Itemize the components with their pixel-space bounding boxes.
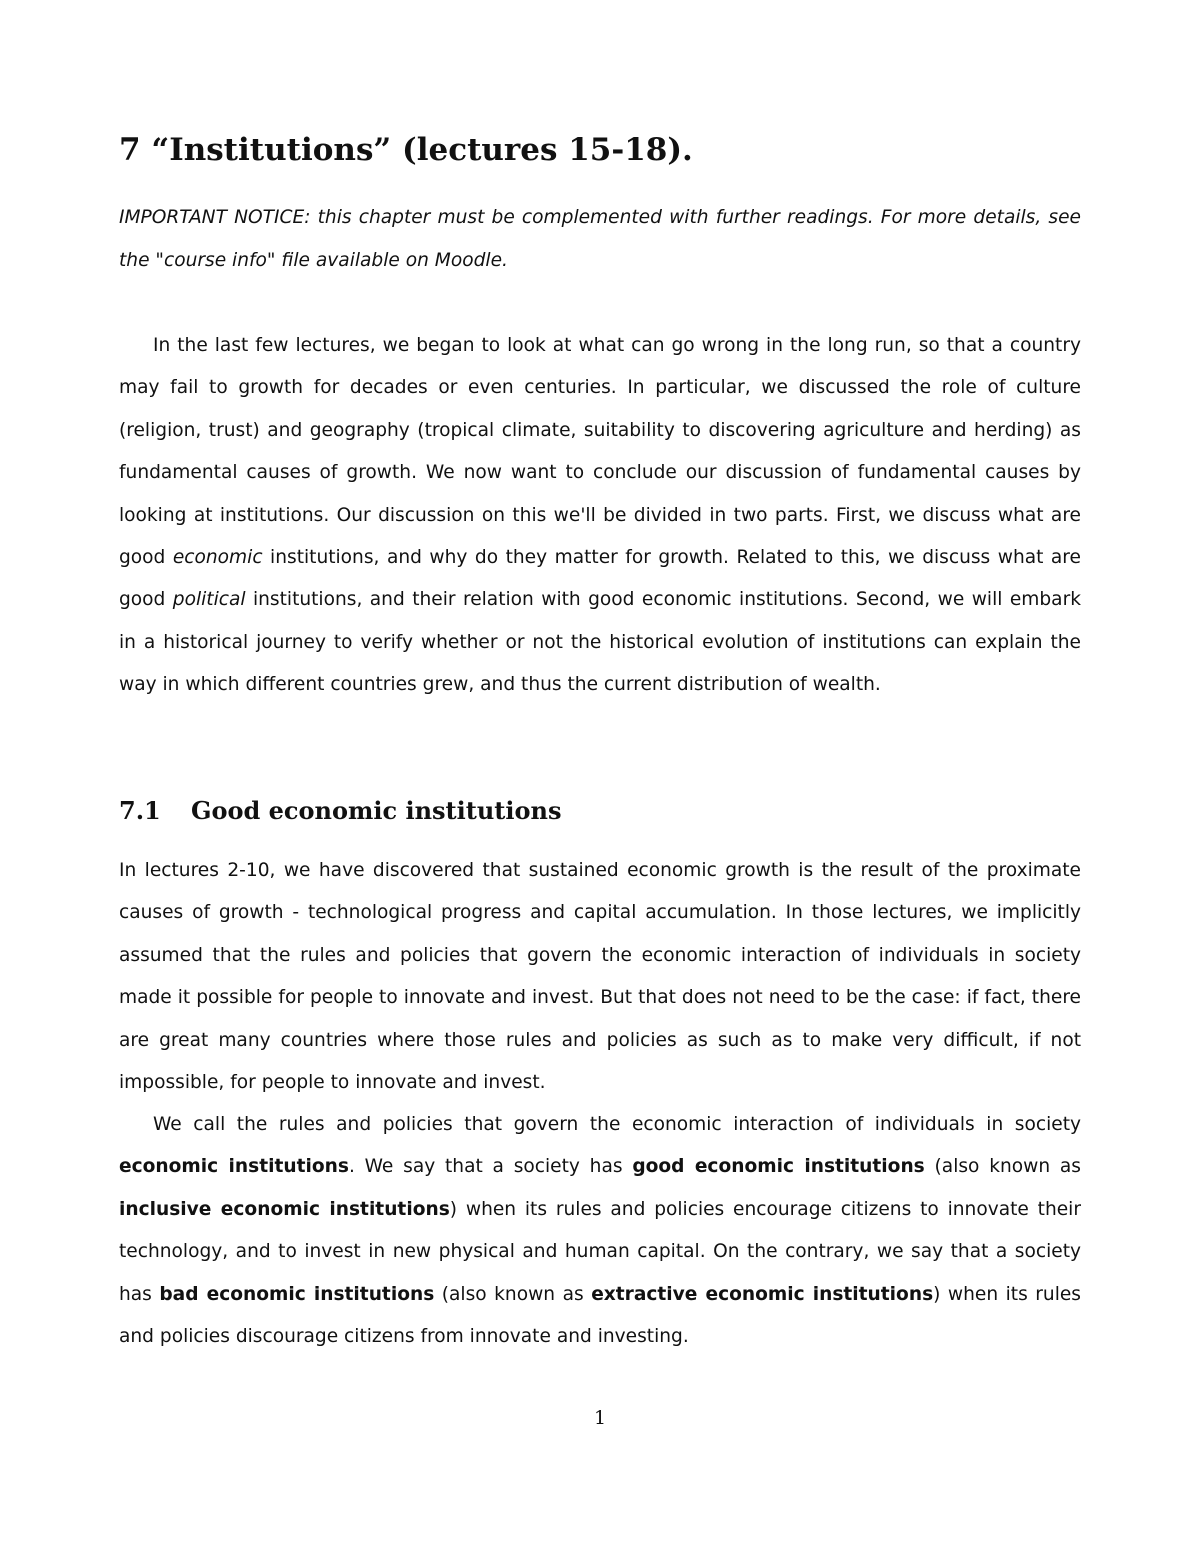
section-p2-text-4: ) when its rules and policies encourage citizens to innovate their technology, and to invest in new physical and human capital. On the contrary, we say that a society has (119, 1198, 1081, 1305)
section-p2-text-1: We call the rules and policies that govern the economic interaction of individuals in society (153, 1114, 1081, 1135)
section-p1-text-2: mate causes of growth - technological progress and capital accumulation. In those lectures, we implicitly assumed that the rules and policies that govern the economic interaction of individuals in society made it possible for people to innovate and invest. But that does not need to be the case: if fact, there are great many countries where those rules and policies as such as to make very difficult, if not impossible, for people to innovate and invest. (119, 860, 1081, 1094)
section-p2-text-5: (also known as (434, 1283, 592, 1305)
term-bad-economic-institutions: bad economic institutions (159, 1283, 435, 1305)
intro-text-3: institutions, and their relation with good economic institutions. Second, we will embark in a historical journey to verify whether or not the historical evolution of institutions can explain the way in which different countries grew, and thus the current distribution of wealth. (119, 589, 1081, 696)
intro-text-1: In the last few lectures, we began to look at what can go wrong in the long run, so that a country may fail to growth for decades or even centuries. In particular, we discussed the role of culture (religion, trust) and geography (tropical climate, suitability to discovering agriculture and herding) as fundamental causes of growth. We now want to conclude our discussion of fundamental causes by looking at institutions. Our discussion on this we'll be divided in two parts. First, we discuss what are good (119, 335, 1081, 569)
term-good-economic-institutions: good economic institutions (632, 1156, 925, 1178)
page-number: 1 (593, 1407, 607, 1429)
section-p2-text-2: . We say that a society has (348, 1156, 633, 1178)
section-heading (119, 793, 561, 829)
intro-emphasis-economic: economic (172, 547, 263, 569)
section-number: 7.1 (119, 796, 161, 825)
term-economic-institutions: economic institutions (119, 1156, 349, 1178)
section-p2-text-6: ) when its rules and policies discourage citizens from innovate and investing. (119, 1283, 1081, 1348)
important-notice: IMPORTANT NOTICE: this chapter must be complemented with further readings. For more details, see the "course info" file available on Moodle. (119, 207, 1081, 271)
section-p1-text-1: In lectures 2-10, we have discovered that sustained economic growth is the result of the proxi (119, 860, 1033, 881)
section-p2-text-3: (also known as (924, 1156, 1081, 1178)
intro-paragraph (119, 325, 1081, 707)
term-extractive-economic-institutions: extractive economic institutions (591, 1283, 934, 1305)
intro-text-2: institutions, and why do they matter for growth. Related to this, we discuss what are good (119, 547, 1081, 611)
chapter-title: 7 “Institutions” (lectures 15-18). (119, 132, 693, 168)
section-paragraph-1 (119, 850, 1081, 1104)
term-inclusive-economic-institutions: inclusive economic institutions (119, 1198, 450, 1220)
intro-emphasis-political: political (172, 589, 246, 611)
section-title: Good economic institutions (191, 796, 562, 825)
section-paragraph-2 (119, 1104, 1081, 1358)
document-page (119, 0, 1081, 1553)
